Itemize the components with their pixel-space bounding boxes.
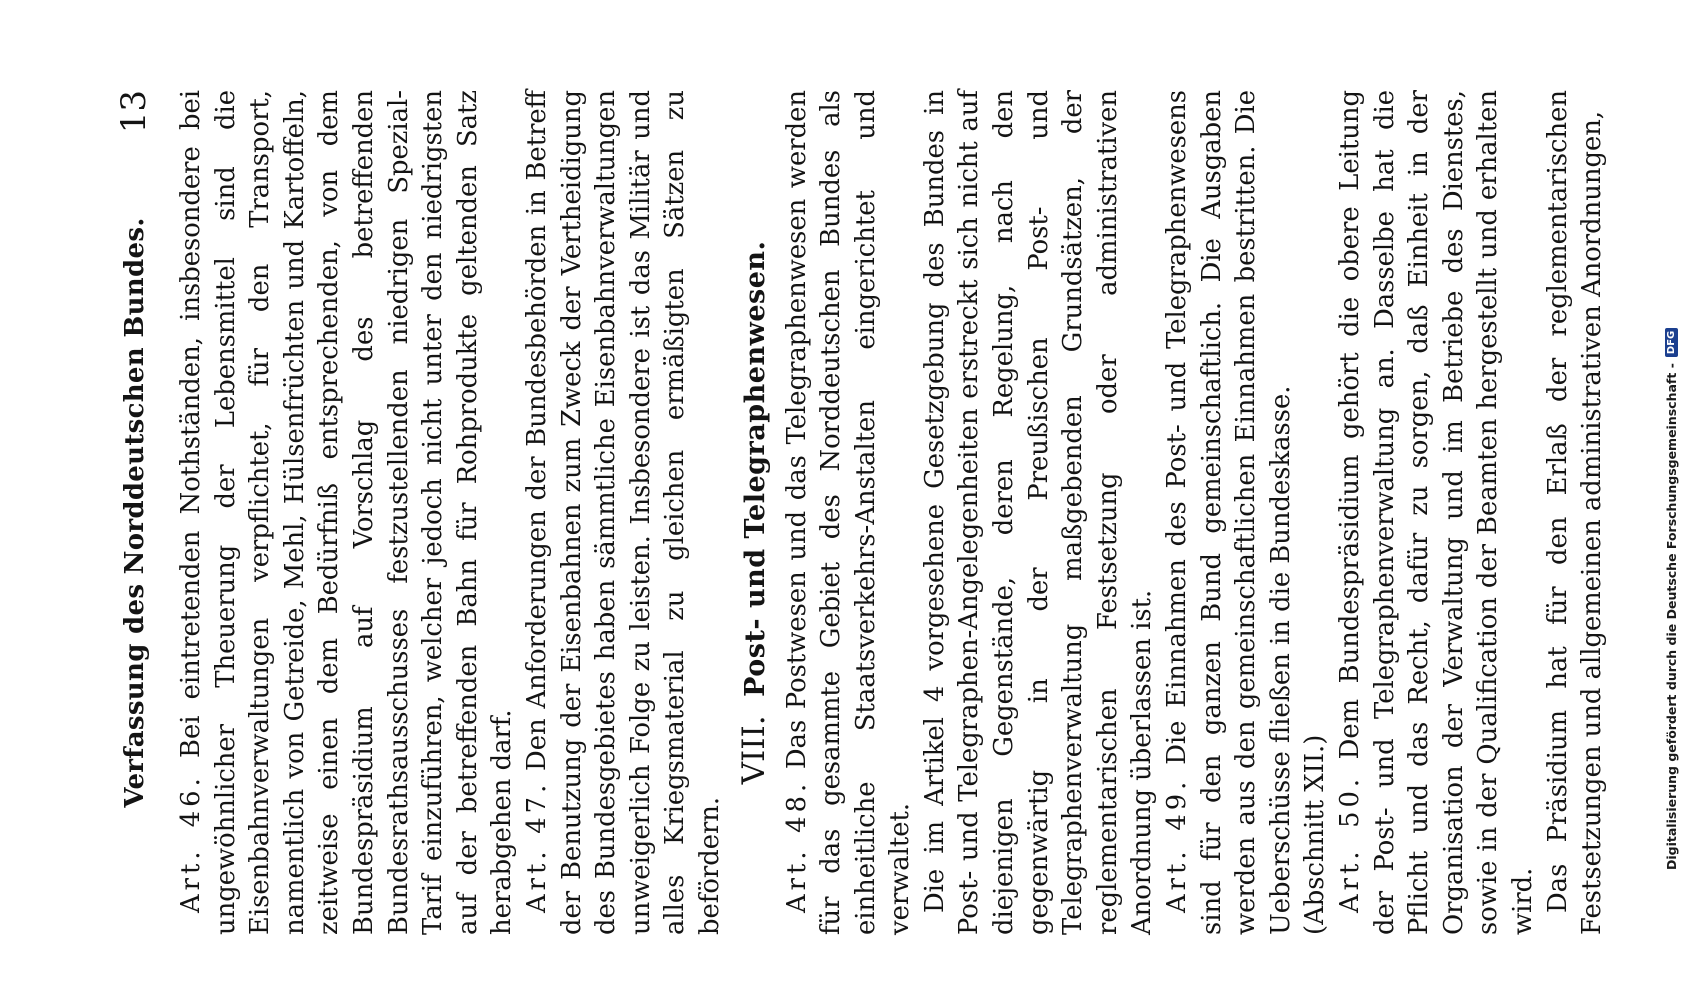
section-reference — [1298, 90, 1333, 935]
section-heading — [732, 90, 778, 935]
credit-text: Digitalisierung gefördert durch die Deutsche Forschungsgemeinschaft - — [1663, 363, 1679, 870]
paragraph-art-50 — [1333, 90, 1541, 935]
article-text: Dem Bundespräsidium gehört die obere Leitung der Post- und Telegraphenverwaltung an. Dasselbe hat die Pflicht und das Recht, dafür zu sorgen, daß Einheit in der Organisation der Verwaltung und im Betriebe des Dienstes, sowie in der Qualification der Beamten hergestellt und erhalten wird. — [1335, 90, 1538, 935]
article-label: Art. 47. — [521, 780, 552, 913]
paragraph-text: Das Präsidium hat für den Erlaß der reglementarischen Festsetzungen und allgemeinen administrativen Anordnungen, — [1542, 90, 1608, 935]
paragraph-text: Die im Artikel 4 vorgesehene Gesetzgebung des Bundes in Post- und Telegraphen-Angelegenheiten erstreckt sich nicht auf diejenigen Gegenstände, deren Regelung, nach den gegenwärtig in der Preußischen Post- und Telegraphenverwaltung maßgebenden Grundsätzen, der reglementarischen Festsetzung oder administrativen Anordnung überlassen ist. — [919, 90, 1158, 935]
body-text — [174, 90, 1610, 935]
page-number: 13 — [114, 90, 154, 134]
page-header — [114, 90, 166, 935]
article-label: Art. 48. — [781, 779, 812, 913]
section-number: VIII. — [735, 715, 772, 785]
section-title: Post- und Telegraphenwesen. — [739, 240, 771, 697]
paragraph-art-49 — [1160, 90, 1298, 935]
article-label: Art. 50. — [1335, 774, 1365, 913]
dfg-logo: DFG — [1665, 328, 1678, 357]
article-text: Das Postwesen und das Telegraphenwesen werden für das gesammte Gebiet des Norddeutschen Bundes als einheitliche Staatsverkehrs-Anstalten eingerichtet und verwaltet. — [781, 90, 916, 935]
article-text: Den Anforderungen der Bundesbehörden in Betreff der Benutzung der Eisenbahnen zum Zweck der Vertheidigung des Bundesgebietes haben sämmtliche Eisenbahnverwaltungen unweigerlich Folge zu leisten. Insbesondere ist das Militär und alles Kriegsmaterial zu gleichen ermäßigten Sätzen zu befördern. — [521, 90, 725, 935]
paragraph-presidium — [1541, 90, 1610, 935]
rotated-page — [114, 90, 1608, 935]
running-title: Verfassung des Norddeutschen Bundes. — [120, 217, 150, 808]
paragraph-art-46 — [174, 90, 520, 935]
paragraph-art-4-reference — [918, 90, 1160, 935]
paragraph-art-48 — [780, 90, 918, 935]
article-text: Bei eintretenden Nothständen, insbesondere bei ungewöhnlicher Theuerung der Lebensmittel sind die Eisenbahnverwaltungen verpflichtet, für den Transport, namentlich von Getreide, Mehl, Hülsenfrüchten und Kartoffeln, zeitweise einen dem Bedürfniß entsprechenden, von dem Bundespräsidium auf Vorschlag des betreffenden Bundesrathsausschusses festzustellenden niedrigen Spezial-Tarif einzuführen, welcher jedoch nicht unter den niedrigsten auf der betreffenden Bahn für Rohprodukte geltenden Satz herabgehen darf. — [176, 90, 518, 935]
digitization-credit — [1659, 10, 1683, 870]
article-text: Die Einnahmen des Post- und Telegraphenwesens sind für den ganzen Bund gemeinschaftlich. Die Ausgaben werden aus den gemeinschaftlichen Einnahmen bestritten. Die Ueberschüsse fließen in die Bundeskasse. — [1162, 90, 1296, 935]
reference-text: (Abschnitt XII.) — [1300, 734, 1331, 935]
article-label: Art. 46. — [176, 774, 206, 913]
paragraph-art-47 — [520, 90, 728, 935]
article-label: Art. 49. — [1162, 777, 1193, 913]
